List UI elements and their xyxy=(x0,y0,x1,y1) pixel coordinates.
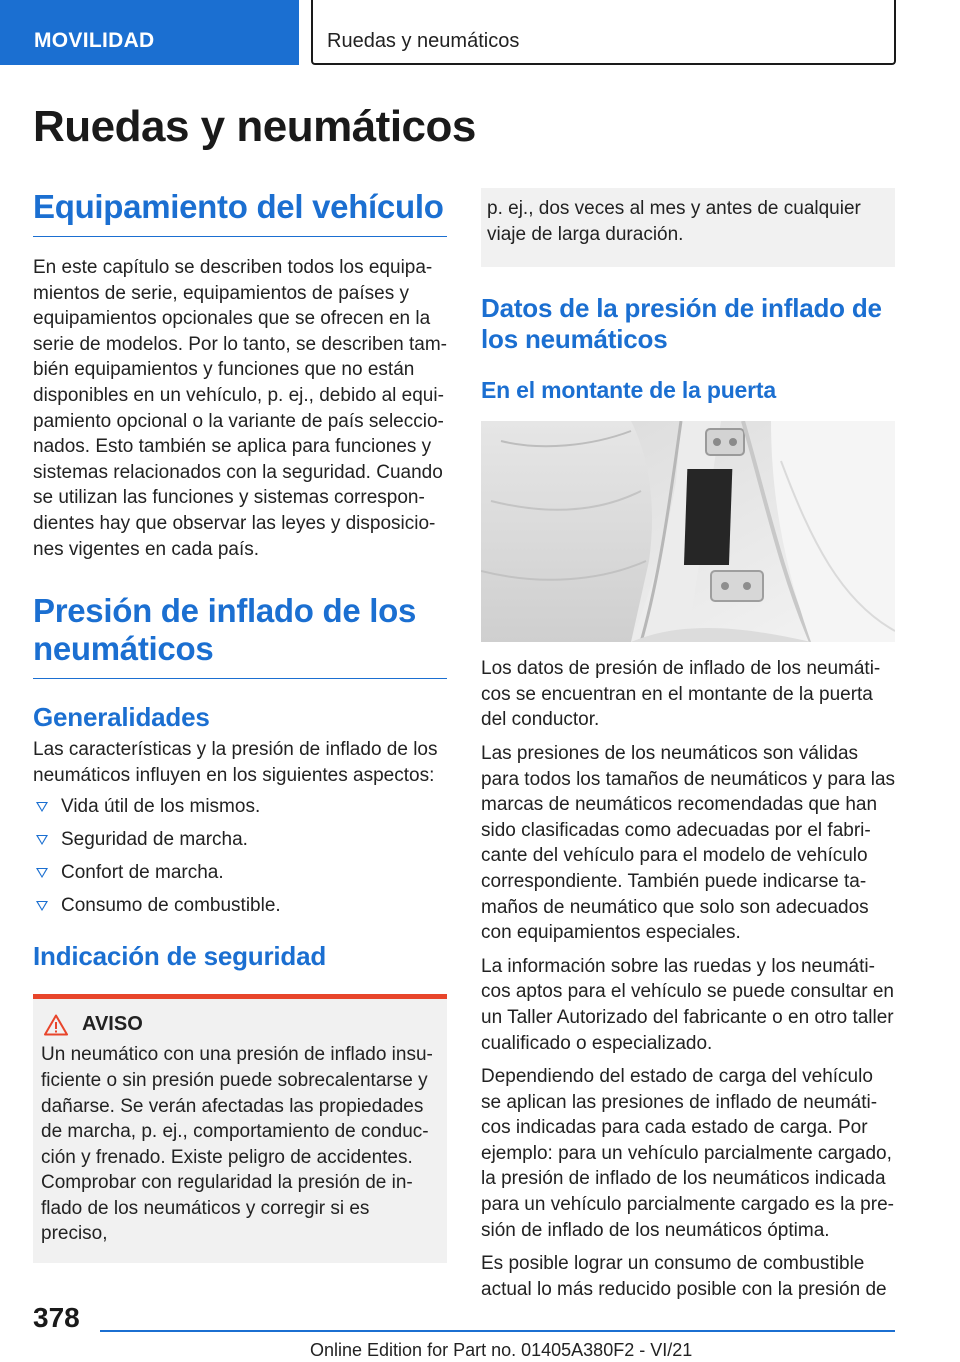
triangle-bullet-icon xyxy=(36,835,48,845)
heading-generalidades: Generalidades xyxy=(33,702,210,733)
door-pillar-illustration xyxy=(481,421,895,642)
triangle-bullet-icon xyxy=(36,901,48,911)
paragraph: Los datos de presión de inflado de los neumáti-cos se encuentran en el montante de la puerta del conductor. xyxy=(481,658,881,731)
list-item: Consumo de combustible. xyxy=(33,893,447,918)
warning-box xyxy=(33,994,447,1263)
list-item: Seguridad de marcha. xyxy=(33,827,447,852)
paragraph: La información sobre las ruedas y los neumáti-cos aptos para el vehículo se puede consultar en un Taller Autorizado del fabricante o en otro taller cualificado o especializado. xyxy=(481,955,894,1054)
triangle-bullet-icon xyxy=(36,868,48,878)
paragraph: Es posible lograr un consumo de combustible actual lo más reducido posible con la presión de xyxy=(481,1253,887,1300)
generalidades-text: Las características y la presión de inflado de los neumáticos influyen en los siguientes aspectos: xyxy=(33,739,438,786)
heading-datos-presion: Datos de la presión de inflado de los neumáticos xyxy=(481,293,882,355)
footer-divider xyxy=(100,1330,895,1332)
chapter-tab[interactable]: MOVILIDAD xyxy=(0,0,299,65)
page-footer xyxy=(0,1290,960,1362)
section-tab[interactable]: Ruedas y neumáticos xyxy=(311,0,896,65)
paragraph: Dependiendo del estado de carga del vehículo se aplican las presiones de inflado de neumáti-cos indicadas para cada estado de carga. Por ejemplo: para un vehículo parcialmente cargado, la presión de inflado de los neumáticos indicada para un vehículo parcialmente cargado es la pre-sión de inflado de los neumáticos óptima. xyxy=(481,1066,894,1241)
right-column xyxy=(481,188,895,1302)
warning-label: AVISO xyxy=(82,1013,143,1036)
warning-box-continued xyxy=(481,188,895,267)
equipamiento-text: En este capítulo se describen todos los equipa-mientos de serie, equipamientos de países y equipamientos opcionales que se ofrecen en la serie de modelos. Por lo tanto, se describen tam-bién equipamientos y funciones que no están disponibles en un vehículo, p. ej., debido al equi-pamiento opcional o la variante de país seleccio-nados. Esto también se aplica para funciones y sistemas relacionados con la seguridad. Cuando se utilizan las funciones y sistemas correspon-dientes hay que observar las leyes y disposicio-nes vigentes en cada país. xyxy=(33,257,447,560)
edition-text: Online Edition for Part no. 01405A380F2 - VI/21 xyxy=(310,1340,693,1360)
list-item: Confort de marcha. xyxy=(33,860,447,885)
warning-text: Un neumático con una presión de inflado insu-ficiente o sin presión puede sobrecalentarse y dañarse. Se verán afectadas las propiedades de marcha, p. ej., comportamiento de conduc-ción y frenado. Existe peligro de accidentes. Comprobar con regularidad la presión de in-flado de los neumáticos y corregir si es preciso, xyxy=(41,1044,433,1245)
page-title: Ruedas y neumáticos xyxy=(33,102,476,151)
paragraph: Las presiones de los neumáticos son válidas para todos los tamaños de neumáticos y para las marcas de neumáticos recomendadas que han sido clasificadas como adecuadas por el fabri-cante del vehículo para el modelo de vehículo correspondiente. También puede indicarse ta-maños de neumático que solo son adecuados con equipamientos especiales. xyxy=(481,742,896,944)
warning-triangle-icon xyxy=(44,1014,68,1036)
left-column xyxy=(33,188,447,1263)
page-header xyxy=(0,0,960,65)
heading-presion: Presión de inflado de los neumáticos xyxy=(33,592,447,679)
heading-equipamiento: Equipamiento del vehículo xyxy=(33,188,447,237)
aspects-list xyxy=(33,794,447,918)
list-item: Vida útil de los mismos. xyxy=(33,794,447,819)
heading-montante-puerta: En el montante de la puerta xyxy=(481,377,776,404)
warning-continued-text: p. ej., dos veces al mes y antes de cualquier viaje de larga duración. xyxy=(487,198,861,245)
page-number: 378 xyxy=(33,1302,80,1333)
triangle-bullet-icon xyxy=(36,802,48,812)
door-pillar-image xyxy=(481,421,895,642)
warning-header xyxy=(41,1013,439,1036)
heading-indicacion-seguridad: Indicación de seguridad xyxy=(33,941,327,972)
